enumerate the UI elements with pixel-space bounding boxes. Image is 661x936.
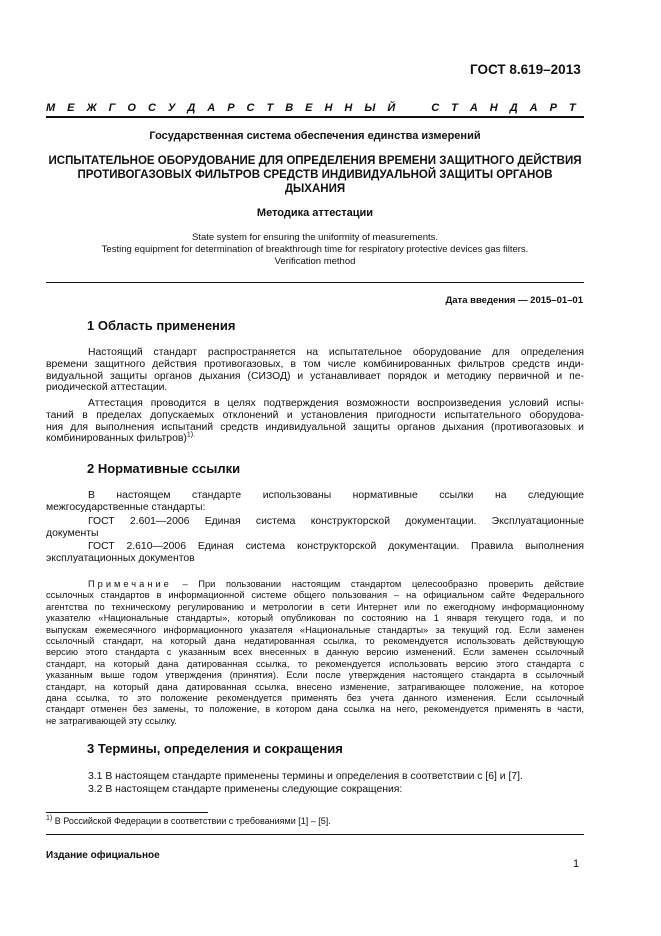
standard-title-letter: Ж <box>86 102 97 114</box>
standard-title-letter: Г <box>108 102 116 114</box>
standard-title-letter: Р <box>549 102 557 114</box>
note-label: Примечание <box>88 579 172 589</box>
english-title-line: Verification method <box>274 256 356 267</box>
text-line: времени защитного действия противогазовых, в том числе комбинированных фильтров средств инди- <box>46 358 584 370</box>
references-intro <box>46 490 584 514</box>
standard-title-letter: Р <box>227 102 235 114</box>
standard-title-letter: С <box>246 102 255 114</box>
text-line: версию этого стандарта с указанным всех внесенных в данную версию изменений. Если заменен ссылочный <box>46 647 584 658</box>
text-line: ссылочных стандартов в информационной системе общего пользования – на официальном сайте Федерального <box>46 590 584 601</box>
footnote-text: В Российской Федерации в соответствии с требованиями [1] – [5]. <box>52 816 331 826</box>
standard-title-letter: А <box>207 102 216 114</box>
standard-title-letter: Е <box>305 102 313 114</box>
text-line: агентства по техническому регулированию и метрологии в сети Интернет или по ежегодному информационному <box>46 601 584 612</box>
text-line: В настоящем стандарте использованы нормативные ссылки на следующие <box>88 490 584 501</box>
standard-title-letter: Ы <box>364 102 376 114</box>
standard-title-letter: Н <box>344 102 353 114</box>
main-title-line: ДЫХАНИЯ <box>284 183 346 195</box>
standard-title-letter: Т <box>451 102 458 114</box>
title-rule <box>46 282 584 283</box>
reference-gost-2601 <box>46 516 584 540</box>
main-title-line: ИСПЫТАТЕЛЬНОЕ ОБОРУДОВАНИЕ ДЛЯ ОПРЕДЕЛЕНИЯ ВРЕМЕНИ ЗАЩИТНОГО ДЕЙСТВИЯ <box>48 155 582 167</box>
standard-title-letter: Н <box>324 102 333 114</box>
standard-title-letter: У <box>167 102 176 114</box>
text-line: видуальной защиты органов дыхания (СИЗОД) и устанавливает порядок и методику первичной и пе- <box>46 370 584 382</box>
terms-paragraph-2: 3.2 В настоящем стандарте применены следующие сокращения: <box>88 784 403 795</box>
text-line <box>46 433 584 445</box>
standard-title-letter: Н <box>489 102 498 114</box>
terms-paragraph-1: 3.1 В настоящем стандарте применены термины и определения в соответствии с [6] и [7]. <box>88 771 523 782</box>
english-title <box>46 232 584 268</box>
footnote <box>46 816 331 826</box>
standard-title-letter: Д <box>509 102 518 114</box>
footnote-rule <box>46 812 208 813</box>
footnote-mark: 1) <box>46 815 53 822</box>
text-line: таний в пределах допускаемых отклонений и установления пригодности испытательного оборудова- <box>46 409 584 421</box>
standard-title-letter: А <box>529 102 538 114</box>
reference-gost-2610 <box>46 541 584 565</box>
text-line: не затрагивающей эту ссылку. <box>46 715 177 726</box>
text-line: ния для выполнения испытаний средств индивидуальной защиты органов дыхания (противогазовых и <box>46 421 584 433</box>
text-line: ссылочный стандарт, на который дана недатированная ссылка, то рекомендуется использовать действующую <box>46 636 584 647</box>
page-number: 1 <box>573 858 580 870</box>
text-line: риодической аттестации. <box>46 382 168 394</box>
text-line: стандарт отменен без замены, то положение, в котором дана ссылка на него, рекомендуется применять в части, <box>46 704 584 715</box>
text-line: Настоящий стандарт распространяется на испытательное оборудование для определения <box>88 347 584 358</box>
text-line: ГОСТ 2.601—2006 Единая система конструкторской документации. Эксплуатационные <box>88 516 584 527</box>
standard-title-letter: Т <box>266 102 274 114</box>
footer-rule <box>46 834 584 835</box>
text-line: межгосударственные стандарты: <box>46 501 206 513</box>
standard-title-letter: Т <box>568 102 576 114</box>
text-line: дана ссылка, то это положение рекомендуется применять без учета данного изменения. Если ссылочный <box>46 693 584 704</box>
edition-label: Издание официальное <box>46 850 160 861</box>
text-line: эксплуатационных документов <box>46 552 195 564</box>
standard-title-letter: А <box>469 102 478 114</box>
text-line: указателю «Национальные стандарты», который опубликован по состоянию на 1 января текущего года, и по <box>46 613 584 624</box>
standard-title-letter: С <box>431 102 440 114</box>
standard-title-letter: В <box>285 102 294 114</box>
main-title-line: ПРОТИВОГАЗОВЫХ ФИЛЬТРОВ СРЕДСТВ ИНДИВИДУАЛЬНОЙ ЗАЩИТЫ ОРГАНОВ <box>77 169 553 181</box>
section-heading-terms: 3 Термины, определения и сокращения <box>87 741 343 756</box>
text-line: документы <box>46 527 99 539</box>
section-heading-scope: 1 Область применения <box>87 318 236 333</box>
system-title: Государственная система обеспечения единства измерений <box>149 130 481 142</box>
section-heading-references: 2 Нормативные ссылки <box>87 461 241 476</box>
english-title-line: Testing equipment for determination of breakthrough time for respiratory protective devices gas filters. <box>101 244 529 255</box>
english-title-line: State system for ensuring the uniformity of measurements. <box>191 232 439 243</box>
text-line: указанным выше годом утверждения (принятия). Если после утверждения настоящего стандарта в ссылочный <box>46 670 584 681</box>
standard-title-letter: С <box>147 102 156 114</box>
header-rule <box>46 116 584 118</box>
scope-paragraph-2 <box>46 398 584 445</box>
standard-title-letter: Д <box>187 102 196 114</box>
text-line: Аттестация проводится в целях подтверждения возможности воспроизведения условий испы- <box>88 398 584 409</box>
text-line <box>46 579 584 590</box>
standard-title-letter: О <box>127 102 136 114</box>
text-line: стандарт, на который дана датированная ссылка, внесено изменение, затрагивающее положение, на которое <box>46 681 584 692</box>
references-note <box>46 579 584 727</box>
text-fragment: комбинированных фильтров) <box>46 433 187 445</box>
document-code: ГОСТ 8.619–2013 <box>470 62 581 77</box>
standard-title-letter: Й <box>387 102 396 114</box>
introduction-date: Дата введения — 2015–01–01 <box>445 295 583 306</box>
standard-type-title <box>46 102 576 114</box>
scope-paragraph-1 <box>46 347 584 394</box>
standard-title-letter: Е <box>67 102 75 114</box>
text-line: стандарт, на который дана датированная ссылка, то рекомендуется использовать версию этого стандарта с <box>46 658 584 669</box>
text-line: ГОСТ 2.610—2006 Единая система конструкторской документации. Правила выполнения <box>88 541 584 552</box>
text-fragment: – При пользовании настоящим стандартом целесообразно проверить действие <box>171 579 584 589</box>
text-line: выпускам ежемесячного информационного указателя «Национальные стандарты» за текущий год. Если заменен <box>46 624 584 635</box>
main-title <box>46 154 584 196</box>
standard-title-letter: М <box>46 102 56 114</box>
method-title: Методика аттестации <box>256 207 374 219</box>
footnote-reference: 1). <box>186 431 196 439</box>
